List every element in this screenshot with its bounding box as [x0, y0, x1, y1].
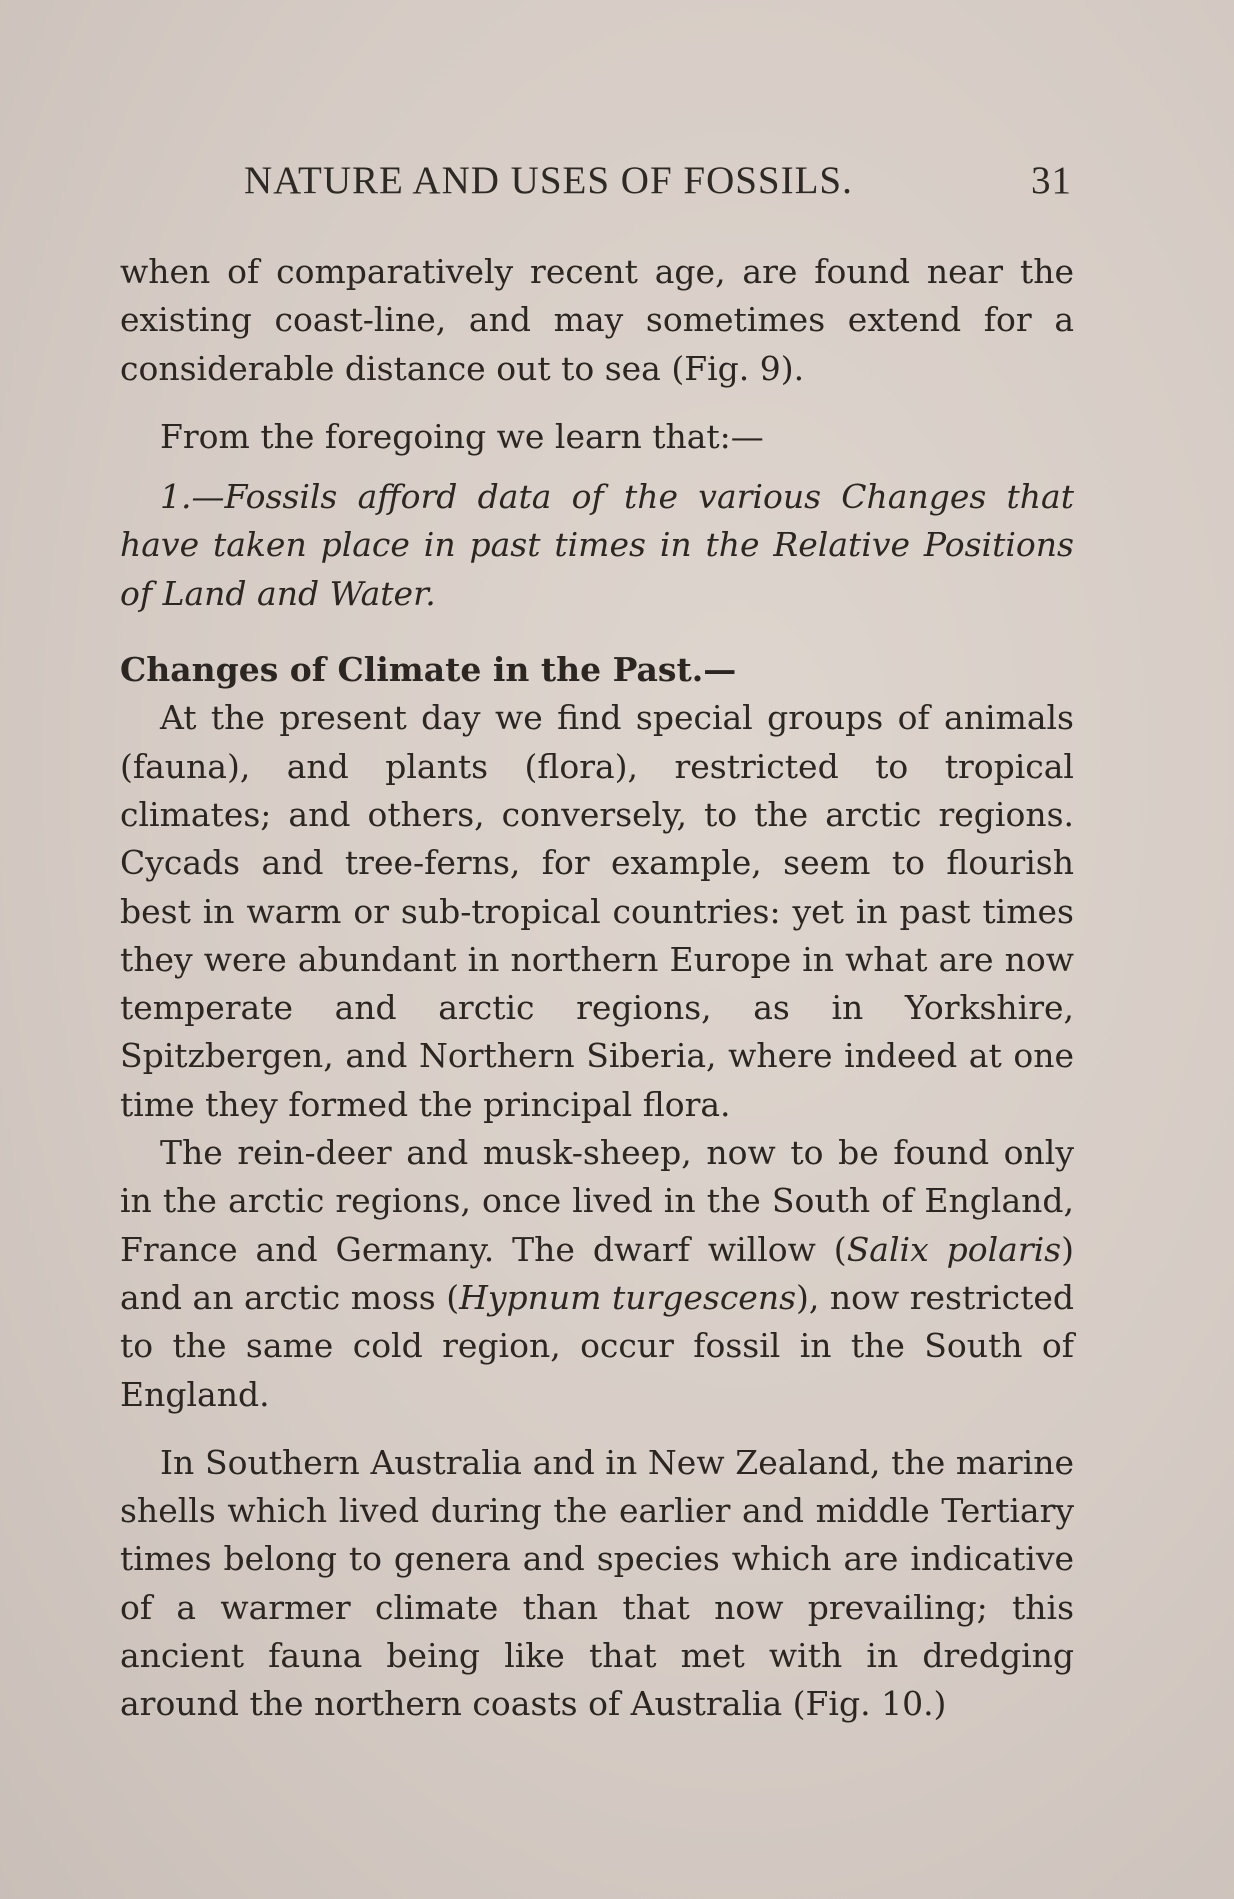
paragraph-foregoing: From the foregoing we learn that:— [160, 416, 764, 456]
hypnum-turgescens-name: Hypnum turgescens [459, 1277, 797, 1317]
paragraph-present-day: At the present day we find special groups of animals (fauna), and plants (flora), restricted to tropical climates; and others, conversely, to the arctic regions. Cycads and tree-ferns, for example, seem to flourish best in warm or sub-tropical countries: yet in past times they were abundant in northern Europe in what are now temperate and arctic regions, as in Yorkshire, Spitzbergen, and Northern Siberia, where indeed at one time they formed the principal flora. [120, 698, 1074, 1124]
running-title: NATURE AND USES OF FOSSILS. [244, 159, 853, 202]
rein-deer-text-c: ), now restricted to the same cold region, occur fossil in the South of England. [120, 1277, 1074, 1414]
section-heading: Changes of Climate in the Past.— [120, 650, 737, 690]
body-text [120, 248, 1074, 1729]
page-number: 31 [1031, 159, 1072, 202]
paragraph-australia: In Southern Australia and in New Zealand, the marine shells which lived during the earlier and middle Tertiary times belong to genera and species which are indicative of a warmer climate than that now prevailing; this ancient fauna being like that met with in dredging around the northern coasts of Australia (Fig. 10.) [120, 1442, 1074, 1724]
page-header [244, 158, 1072, 208]
paragraph-rein-deer [120, 1129, 1074, 1419]
salix-polaris-name: Salix polaris [846, 1229, 1062, 1269]
rein-deer-text-b: ) and an arctic moss ( [120, 1229, 1074, 1317]
conclusion-statement: 1.—Fossils afford data of the various Changes that have taken place in past times in the Relative Positions of Land and Water. [120, 477, 1074, 613]
rein-deer-text-a: The rein-deer and musk-sheep, now to be found only in the arctic regions, once lived in the South of England, France and Germany. The dwarf willow ( [120, 1133, 1074, 1269]
paragraph-continuation: when of comparatively recent age, are found near the existing coast-line, and may sometimes extend for a considerable distance out to sea (Fig. 9). [120, 252, 1074, 388]
